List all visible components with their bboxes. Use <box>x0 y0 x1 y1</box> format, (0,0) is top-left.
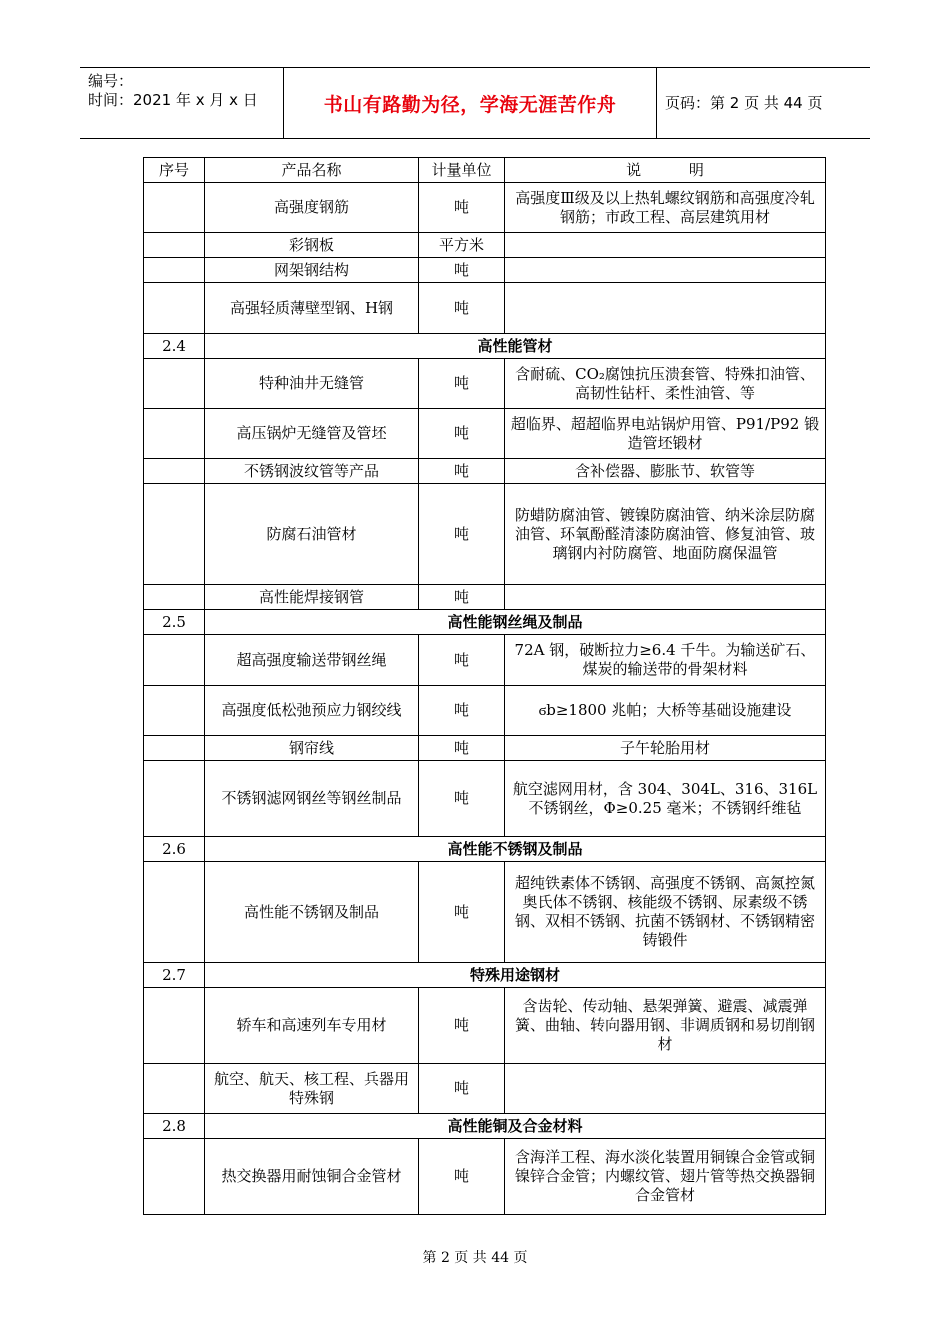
unit: 吨 <box>419 686 505 736</box>
product-name: 不锈钢波纹管等产品 <box>205 459 419 484</box>
description: 含补偿器、膨胀节、软管等 <box>505 459 826 484</box>
product-name: 航空、航天、核工程、兵器用特殊钢 <box>205 1064 419 1114</box>
unit: 吨 <box>419 635 505 686</box>
description <box>505 258 826 283</box>
description: 72A 钢，破断拉力≥6.4 千牛。为输送矿石、煤炭的输送带的骨架材料 <box>505 635 826 686</box>
row-number <box>144 761 205 837</box>
row-number <box>144 258 205 283</box>
table-row <box>144 585 826 610</box>
product-name: 高强轻质薄壁型钢、H钢 <box>205 283 419 334</box>
table-row <box>144 258 826 283</box>
unit: 吨 <box>419 359 505 409</box>
row-number <box>144 233 205 258</box>
description: 含齿轮、传动轴、悬架弹簧、避震、减震弹簧、曲轴、转向器用钢、非调质钢和易切削钢材 <box>505 988 826 1064</box>
row-number <box>144 736 205 761</box>
unit: 吨 <box>419 459 505 484</box>
product-name: 高压锅炉无缝管及管坯 <box>205 409 419 459</box>
table-row <box>144 686 826 736</box>
description: 含耐硫、CO₂腐蚀抗压溃套管、特殊扣油管、高韧性钻杆、柔性油管、等 <box>505 359 826 409</box>
section-row <box>144 837 826 862</box>
table-row <box>144 988 826 1064</box>
row-number <box>144 862 205 963</box>
table-row <box>144 459 826 484</box>
table-row <box>144 635 826 686</box>
description: 超纯铁素体不锈钢、高强度不锈钢、高氮控氮奥氏体不锈钢、核能级不锈钢、尿素级不锈钢、双相不锈钢、抗菌不锈钢材、不锈钢精密铸锻件 <box>505 862 826 963</box>
row-number <box>144 283 205 334</box>
unit: 吨 <box>419 283 505 334</box>
table-row <box>144 736 826 761</box>
table-row <box>144 233 826 258</box>
table-row <box>144 409 826 459</box>
product-name: 轿车和高速列车专用材 <box>205 988 419 1064</box>
product-table <box>143 157 826 1215</box>
unit: 吨 <box>419 988 505 1064</box>
section-number: 2.8 <box>144 1114 205 1139</box>
page-code: 页码：第 2 页 共 44 页 <box>665 94 823 112</box>
table-row <box>144 1064 826 1114</box>
row-number <box>144 585 205 610</box>
product-name: 特种油井无缝管 <box>205 359 419 409</box>
description <box>505 585 826 610</box>
section-number: 2.4 <box>144 334 205 359</box>
unit: 吨 <box>419 862 505 963</box>
time-label: 时间：2021 年 x 月 x 日 <box>88 91 258 109</box>
description <box>505 1064 826 1114</box>
section-row <box>144 610 826 635</box>
product-name: 钢帘线 <box>205 736 419 761</box>
row-number <box>144 459 205 484</box>
motto-text: 书山有路勤为径，学海无涯苦作舟 <box>323 94 617 116</box>
row-number <box>144 686 205 736</box>
table-row <box>144 761 826 837</box>
product-name: 高性能不锈钢及制品 <box>205 862 419 963</box>
section-row <box>144 334 826 359</box>
unit: 吨 <box>419 183 505 233</box>
row-number <box>144 183 205 233</box>
col-header-no: 序号 <box>144 158 205 183</box>
row-number <box>144 359 205 409</box>
unit: 吨 <box>419 761 505 837</box>
table-row <box>144 283 826 334</box>
row-number <box>144 484 205 585</box>
product-name: 超高强度输送带钢丝绳 <box>205 635 419 686</box>
description: 防蜡防腐油管、镀镍防腐油管、纳米涂层防腐油管、环氧酚醛清漆防腐油管、修复油管、玻璃钢内衬防腐管、地面防腐保温管 <box>505 484 826 585</box>
row-number <box>144 988 205 1064</box>
number-label: 编号： <box>88 72 134 90</box>
table-row <box>144 862 826 963</box>
section-row <box>144 963 826 988</box>
product-name: 不锈钢滤网钢丝等钢丝制品 <box>205 761 419 837</box>
product-name: 彩钢板 <box>205 233 419 258</box>
product-name: 高性能焊接钢管 <box>205 585 419 610</box>
table-row <box>144 484 826 585</box>
section-title: 高性能钢丝绳及制品 <box>205 610 826 635</box>
table-row <box>144 1139 826 1215</box>
section-title: 高性能管材 <box>205 334 826 359</box>
product-table-body <box>144 158 826 1215</box>
section-title: 高性能铜及合金材料 <box>205 1114 826 1139</box>
row-number <box>144 635 205 686</box>
row-number <box>144 1139 205 1215</box>
unit: 吨 <box>419 736 505 761</box>
section-number: 2.6 <box>144 837 205 862</box>
description: 含海洋工程、海水淡化装置用铜镍合金管或铜镍锌合金管；内螺纹管、翅片管等热交换器铜合金管材 <box>505 1139 826 1215</box>
row-number <box>144 1064 205 1114</box>
product-name: 防腐石油管材 <box>205 484 419 585</box>
section-row <box>144 1114 826 1139</box>
table-row <box>144 359 826 409</box>
table-row <box>144 183 826 233</box>
col-header-name: 产品名称 <box>205 158 419 183</box>
description: 航空滤网用材，含 304、304L、316、316L 不锈钢丝，Φ≥0.25 毫米；不锈钢纤维毡 <box>505 761 826 837</box>
page-header <box>80 67 870 139</box>
page-footer: 第 2 页 共 44 页 <box>422 1250 528 1266</box>
unit: 吨 <box>419 258 505 283</box>
section-number: 2.5 <box>144 610 205 635</box>
unit: 吨 <box>419 409 505 459</box>
unit: 平方米 <box>419 233 505 258</box>
col-header-note: 说 明 <box>505 158 826 183</box>
description <box>505 283 826 334</box>
section-title: 特殊用途钢材 <box>205 963 826 988</box>
description <box>505 233 826 258</box>
description: ϭb≥1800 兆帕；大桥等基础设施建设 <box>505 686 826 736</box>
table-header-row <box>144 158 826 183</box>
description: 高强度Ⅲ级及以上热轧螺纹钢筋和高强度冷轧钢筋；市政工程、高层建筑用材 <box>505 183 826 233</box>
product-name: 网架钢结构 <box>205 258 419 283</box>
description: 子午轮胎用材 <box>505 736 826 761</box>
col-header-unit: 计量单位 <box>419 158 505 183</box>
unit: 吨 <box>419 1064 505 1114</box>
section-title: 高性能不锈钢及制品 <box>205 837 826 862</box>
row-number <box>144 409 205 459</box>
section-number: 2.7 <box>144 963 205 988</box>
product-name: 高强度低松弛预应力钢绞线 <box>205 686 419 736</box>
header-motto-cell <box>283 68 657 138</box>
product-name: 热交换器用耐蚀铜合金管材 <box>205 1139 419 1215</box>
description: 超临界、超超临界电站锅炉用管、P91/P92 锻造管坯锻材 <box>505 409 826 459</box>
unit: 吨 <box>419 1139 505 1215</box>
product-name: 高强度钢筋 <box>205 183 419 233</box>
header-meta <box>80 68 283 138</box>
unit: 吨 <box>419 484 505 585</box>
unit: 吨 <box>419 585 505 610</box>
